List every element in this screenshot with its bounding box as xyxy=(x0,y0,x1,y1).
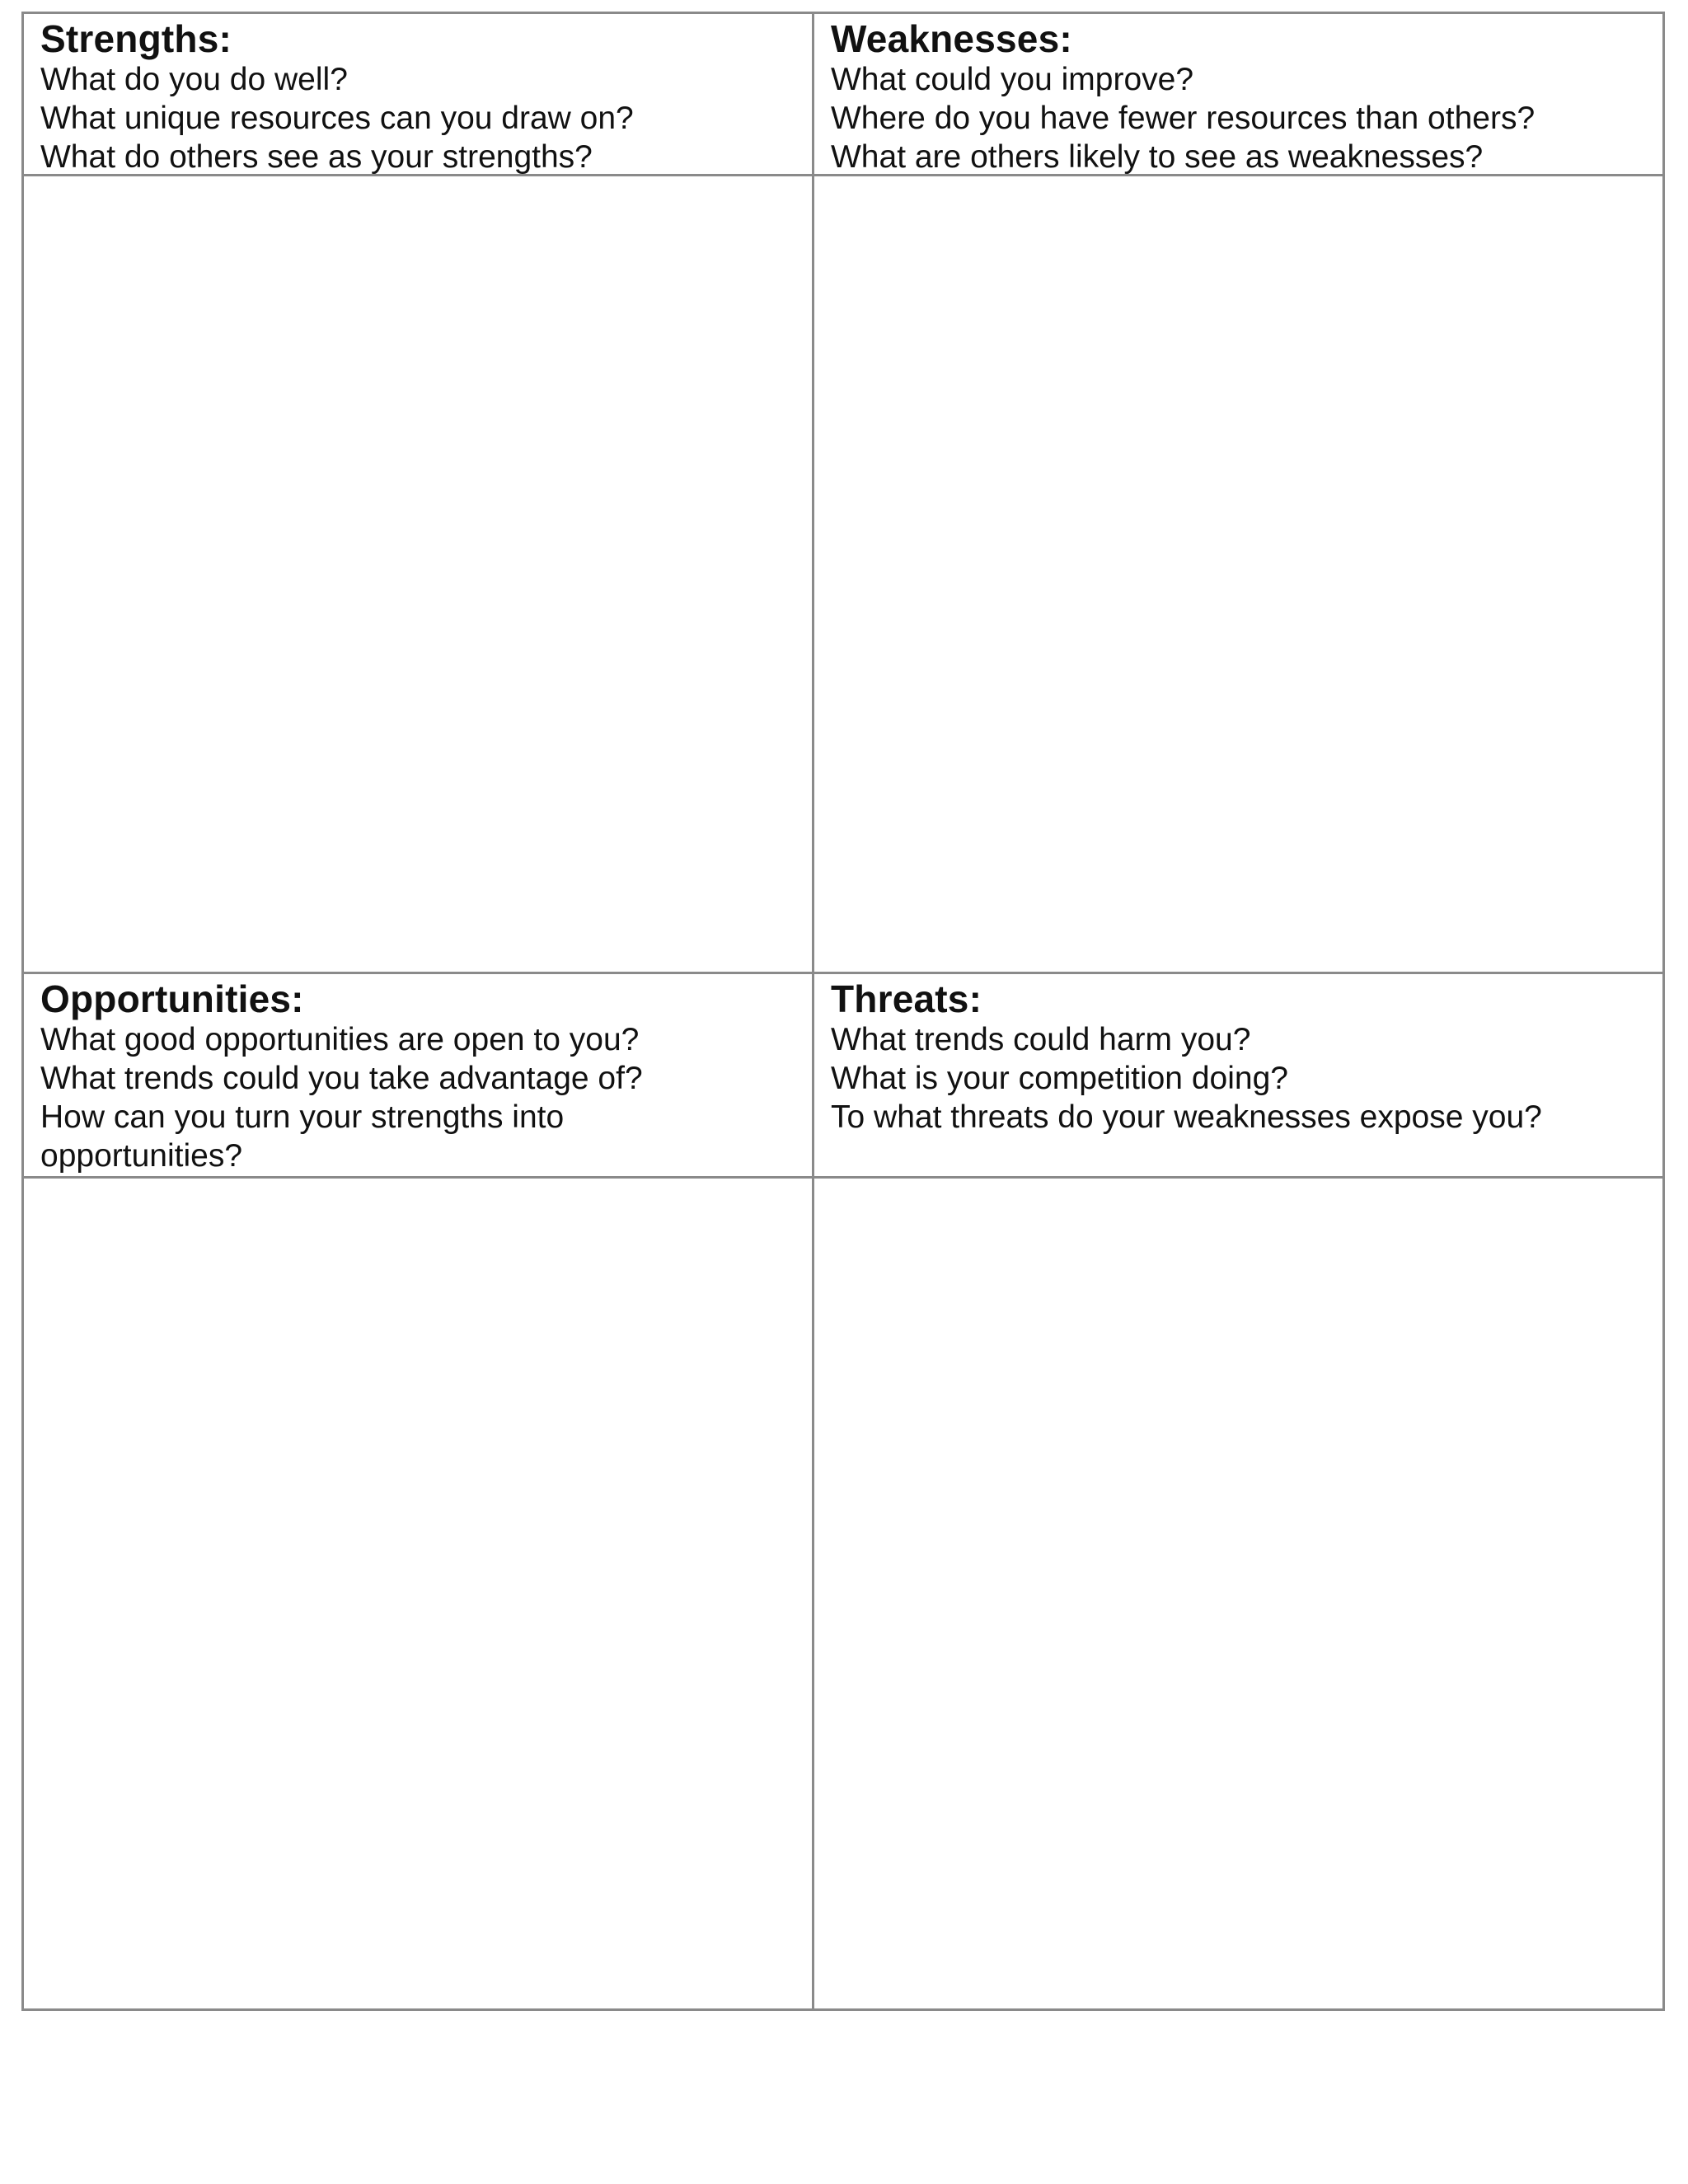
threats-question: What trends could harm you? xyxy=(831,1022,1251,1057)
weaknesses-quadrant xyxy=(814,14,1662,972)
weaknesses-question: What could you improve? xyxy=(831,62,1194,97)
weaknesses-question: What are others likely to see as weaknesses? xyxy=(831,139,1484,175)
opportunities-quadrant xyxy=(24,972,814,2008)
opportunities-questions xyxy=(40,1020,812,1175)
opportunities-question: What good opportunities are open to you? xyxy=(40,1022,640,1057)
strengths-title: Strengths: xyxy=(40,17,232,60)
opportunities-question: What trends could you take advantage of? xyxy=(40,1061,643,1096)
opportunities-question: How can you turn your strengths into opportunities? xyxy=(40,1099,565,1174)
opportunities-header xyxy=(24,974,812,1179)
strengths-question: What unique resources can you draw on? xyxy=(40,101,634,136)
threats-quadrant xyxy=(814,972,1662,2008)
threats-writing-area[interactable] xyxy=(814,1179,1662,2008)
strengths-header xyxy=(24,14,812,176)
threats-header xyxy=(814,974,1662,1179)
weaknesses-writing-area[interactable] xyxy=(814,176,1662,972)
swot-grid xyxy=(21,12,1665,2011)
strengths-questions xyxy=(40,60,812,176)
threats-question: What is your competition doing? xyxy=(831,1061,1288,1096)
opportunities-writing-area[interactable] xyxy=(24,1179,812,2008)
opportunities-title: Opportunities: xyxy=(40,977,304,1020)
weaknesses-title: Weaknesses: xyxy=(831,17,1072,60)
threats-questions xyxy=(831,1020,1662,1137)
threats-title: Threats: xyxy=(831,977,982,1020)
weaknesses-questions xyxy=(831,60,1662,176)
strengths-writing-area[interactable] xyxy=(24,176,812,972)
strengths-quadrant xyxy=(24,14,814,972)
weaknesses-header xyxy=(814,14,1662,176)
strengths-question: What do you do well? xyxy=(40,62,348,97)
threats-question: To what threats do your weaknesses expose you? xyxy=(831,1099,1542,1135)
strengths-question: What do others see as your strengths? xyxy=(40,139,593,175)
weaknesses-question: Where do you have fewer resources than others? xyxy=(831,101,1536,136)
